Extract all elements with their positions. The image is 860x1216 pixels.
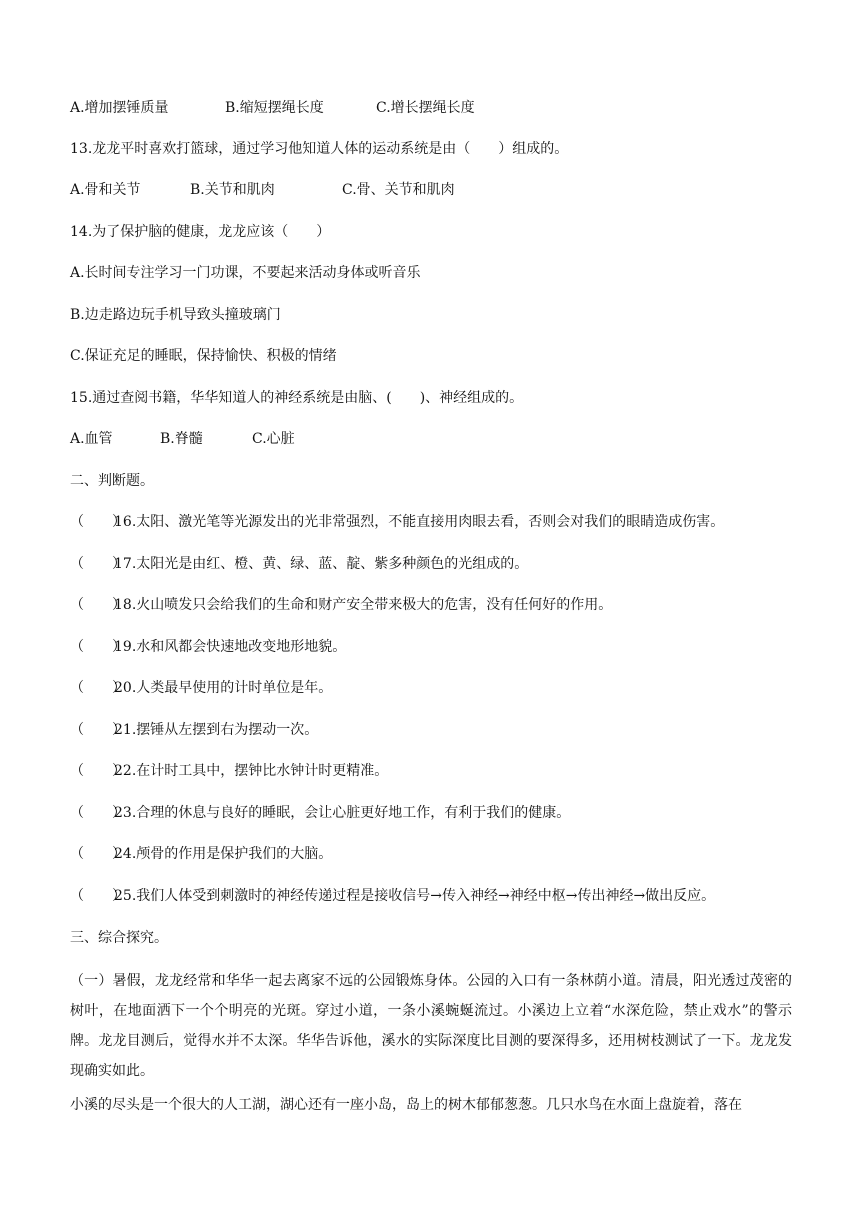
judge-item — [70, 637, 790, 657]
judge-item-text: 21.摆锤从左摆到右为摆动一次。 — [114, 722, 319, 738]
q13-option-a: A.骨和关节 — [70, 182, 141, 198]
q13-option-b: B.关节和肌肉 — [190, 182, 275, 198]
q14-option-c: C.保证充足的睡眠，保持愉快、积极的情绪 — [70, 348, 337, 364]
answer-blank: （ ） — [70, 846, 126, 862]
judge-item-text: 17.太阳光是由红、橙、黄、绿、蓝、靛、紫多种颜色的光组成的。 — [114, 556, 529, 572]
q13-options — [70, 180, 790, 200]
judge-item-text: 23.合理的休息与良好的睡眠，会让心脏更好地工作，有利于我们的健康。 — [114, 805, 571, 821]
judge-item — [70, 678, 790, 698]
judge-item-text: 19.水和风都会快速地改变地形地貌。 — [114, 639, 347, 655]
judge-item — [70, 803, 790, 823]
q12-options — [70, 98, 790, 118]
answer-blank: （ ） — [70, 556, 126, 572]
answer-blank: （ ） — [70, 514, 126, 530]
answer-blank: （ ） — [70, 805, 126, 821]
q12-option-b: B.缩短摆绳长度 — [225, 100, 324, 116]
judge-item — [70, 720, 790, 740]
q15-options — [70, 429, 790, 449]
section-title-judgement: 二、判断题。 — [70, 473, 154, 489]
q12-option-a: A.增加摆锤质量 — [70, 100, 169, 116]
judge-item — [70, 844, 790, 864]
answer-blank: （ ） — [70, 680, 126, 696]
q15-option-a: A.血管 — [70, 431, 113, 447]
judge-item — [70, 554, 790, 574]
answer-blank: （ ） — [70, 597, 126, 613]
q15-stem: 15.通过查阅书籍，华华知道人的神经系统是由脑、( )、神经组成的。 — [70, 390, 524, 406]
answer-blank: （ ） — [70, 888, 126, 904]
q14-stem: 14.为了保护脑的健康，龙龙应该（ ） — [70, 224, 331, 240]
passage-paragraph-1: （一）暑假，龙龙经常和华华一起去离家不远的公园锻炼身体。公园的入口有一条林荫小道。清晨，阳光透过茂密的树叶，在地面洒下一个个明亮的光斑。穿过小道，一条小溪蜿蜒流过。小溪边上立着“水深危险，禁止戏水”的警示牌。龙龙目测后，觉得水并不太深。华华告诉他，溪水的实际深度比目测的要深得多，还用树枝测试了一下。龙龙发现确实如此。 — [70, 973, 792, 1079]
judge-item-text: 24.颅骨的作用是保护我们的大脑。 — [114, 846, 333, 862]
q15-option-c: C.心脏 — [252, 431, 295, 447]
q14-option-b: B.边走路边玩手机导致头撞玻璃门 — [70, 307, 281, 323]
answer-blank: （ ） — [70, 763, 126, 779]
judge-item — [70, 761, 790, 781]
judge-item — [70, 595, 790, 615]
q13-option-c: C.骨、关节和肌肉 — [342, 182, 455, 198]
answer-blank: （ ） — [70, 639, 126, 655]
judge-item-text: 25.我们人体受到刺激时的神经传递过程是接收信号→传入神经→神经中枢→传出神经→做出反应。 — [114, 888, 716, 904]
judge-item — [70, 886, 790, 906]
q14-option-a: A.长时间专注学习一门功课，不要起来活动身体或听音乐 — [70, 265, 421, 281]
q12-option-c: C.增长摆绳长度 — [376, 100, 475, 116]
section-title-inquiry: 三、综合探究。 — [70, 930, 168, 946]
judge-item-text: 16.太阳、激光笔等光源发出的光非常强烈，不能直接用肉眼去看，否则会对我们的眼睛造成伤害。 — [114, 514, 725, 530]
q13-stem: 13.龙龙平时喜欢打篮球，通过学习他知道人体的运动系统是由（ ）组成的。 — [70, 141, 569, 157]
passage-paragraph-2: 小溪的尽头是一个很大的人工湖，湖心还有一座小岛，岛上的树木郁郁葱葱。几只水鸟在水面上盘旋着，落在 — [70, 1097, 742, 1113]
q15-option-b: B.脊髓 — [160, 431, 203, 447]
answer-blank: （ ） — [70, 722, 126, 738]
judge-item-text: 18.火山喷发只会给我们的生命和财产安全带来极大的危害，没有任何好的作用。 — [114, 597, 613, 613]
judge-item-text: 22.在计时工具中，摆钟比水钟计时更精准。 — [114, 763, 389, 779]
judge-item — [70, 512, 790, 532]
judge-item-text: 20.人类最早使用的计时单位是年。 — [114, 680, 333, 696]
